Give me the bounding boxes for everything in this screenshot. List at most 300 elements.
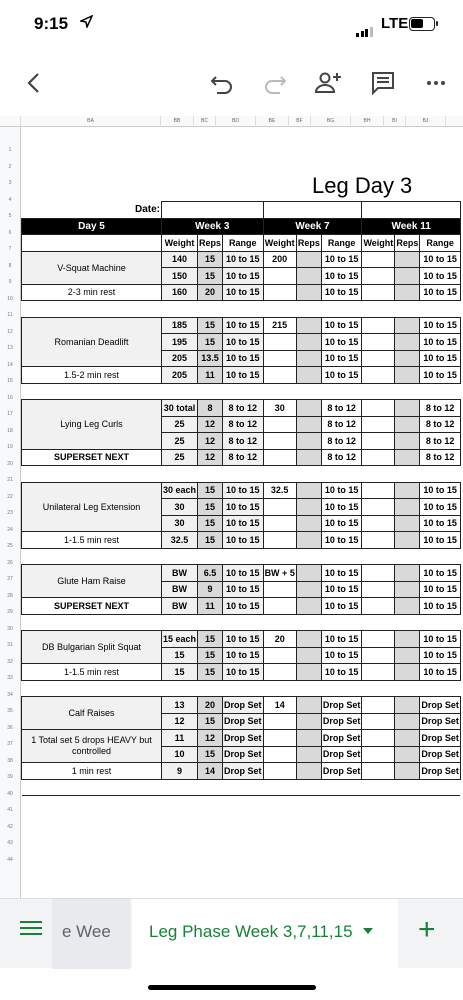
reps-cell[interactable] [395,598,420,615]
range-cell[interactable]: Drop Set [420,746,461,763]
row-header[interactable]: 4 [8,196,12,203]
blank-cell[interactable] [162,301,198,318]
weight-cell[interactable] [362,433,395,450]
reps-cell[interactable]: 12 [198,416,223,433]
blank-cell[interactable] [22,680,162,697]
blank-cell[interactable] [162,548,198,565]
row-header[interactable]: 11 [7,312,13,318]
range-cell[interactable]: 10 to 15 [223,581,264,598]
blank-cell[interactable] [395,383,420,400]
reps-cell[interactable]: 15 [198,482,223,499]
blank-cell[interactable] [22,301,162,318]
blank-cell[interactable] [321,680,362,697]
range-cell[interactable]: 10 to 15 [223,598,264,615]
weight-cell[interactable] [263,268,296,285]
blank-cell[interactable] [223,548,264,565]
row-header[interactable]: 16 [7,394,13,401]
sub-header[interactable]: Reps [198,235,223,252]
reps-cell[interactable] [395,565,420,582]
date-week11[interactable] [362,202,461,219]
weight-cell[interactable]: 11 [162,730,198,747]
blank-cell[interactable] [296,466,321,483]
day-label[interactable]: Day 5 [22,218,162,235]
range-cell[interactable]: 8 to 12 [420,416,461,433]
reps-cell[interactable] [395,746,420,763]
blank-cell[interactable] [296,383,321,400]
row-header[interactable]: 30 [7,625,13,632]
date-week3[interactable] [162,202,264,219]
weight-cell[interactable]: BW [162,565,198,582]
row-header[interactable]: 25 [7,543,13,549]
reps-cell[interactable] [296,631,321,648]
blank-cell[interactable] [223,466,264,483]
range-cell[interactable]: 10 to 15 [321,647,362,664]
weight-cell[interactable]: 150 [162,268,198,285]
weight-cell[interactable] [263,713,296,730]
blank-cell[interactable] [395,779,420,796]
range-cell[interactable]: 8 to 12 [321,433,362,450]
weight-cell[interactable] [362,532,395,549]
blank-cell[interactable] [321,466,362,483]
weight-cell[interactable]: 205 [162,350,198,367]
reps-cell[interactable] [395,334,420,351]
reps-cell[interactable]: 15 [198,532,223,549]
range-cell[interactable]: 10 to 15 [223,515,264,532]
weight-cell[interactable] [362,730,395,747]
weight-cell[interactable] [362,268,395,285]
weight-cell[interactable]: 160 [162,284,198,301]
range-cell[interactable]: 8 to 12 [223,416,264,433]
row-header[interactable]: 32 [7,658,13,665]
reps-cell[interactable] [296,532,321,549]
reps-cell[interactable] [296,284,321,301]
weight-cell[interactable]: 15 each [162,631,198,648]
range-cell[interactable]: 10 to 15 [420,565,461,582]
reps-cell[interactable] [296,730,321,747]
row-header[interactable]: 36 [7,724,13,731]
row-header[interactable]: 15 [7,378,13,384]
range-cell[interactable]: 10 to 15 [420,499,461,516]
reps-cell[interactable] [395,697,420,714]
range-cell[interactable]: 10 to 15 [420,284,461,301]
range-cell[interactable]: 10 to 15 [223,631,264,648]
weight-cell[interactable] [362,317,395,334]
range-cell[interactable]: 10 to 15 [420,598,461,615]
range-cell[interactable]: Drop Set [420,697,461,714]
weight-cell[interactable]: 14 [263,697,296,714]
weight-cell[interactable] [263,581,296,598]
reps-cell[interactable] [395,433,420,450]
row-header[interactable]: 41 [7,807,13,813]
reps-cell[interactable] [395,730,420,747]
blank-cell[interactable] [22,548,162,565]
range-cell[interactable]: Drop Set [321,730,362,747]
add-person-icon[interactable] [313,68,343,98]
range-cell[interactable]: 8 to 12 [223,449,264,466]
sub-header[interactable]: Range [223,235,264,252]
blank-cell[interactable] [263,466,296,483]
row-header[interactable]: 1 [8,147,12,153]
blank-cell[interactable] [420,548,461,565]
blank-cell[interactable] [362,779,395,796]
weight-cell[interactable] [263,730,296,747]
sub-header[interactable]: Weight [263,235,296,252]
blank-cell[interactable] [296,614,321,631]
reps-cell[interactable] [296,515,321,532]
range-cell[interactable]: 10 to 15 [223,565,264,582]
row-header[interactable]: 17 [7,411,13,417]
range-cell[interactable]: 10 to 15 [321,631,362,648]
range-cell[interactable]: 10 to 15 [321,317,362,334]
weight-cell[interactable] [362,631,395,648]
reps-cell[interactable]: 15 [198,334,223,351]
row-header[interactable]: 13 [7,345,13,351]
row-header[interactable]: 18 [7,427,13,434]
blank-cell[interactable] [162,466,198,483]
range-cell[interactable]: 10 to 15 [223,664,264,681]
weight-cell[interactable]: 25 [162,433,198,450]
reps-cell[interactable]: 8 [198,400,223,417]
range-cell[interactable]: Drop Set [321,763,362,780]
reps-cell[interactable] [296,367,321,384]
row-header[interactable]: 34 [7,691,13,698]
row-header[interactable]: 40 [7,790,13,797]
blank-cell[interactable] [22,614,162,631]
date-week7[interactable] [263,202,362,219]
range-cell[interactable]: 10 to 15 [420,532,461,549]
blank-cell[interactable] [263,383,296,400]
weight-cell[interactable] [362,713,395,730]
blank-cell[interactable] [162,779,198,796]
blank-cell[interactable] [362,466,395,483]
reps-cell[interactable] [296,482,321,499]
weight-cell[interactable] [362,515,395,532]
menu-icon[interactable] [20,921,42,939]
tab-active[interactable] [132,899,398,969]
range-cell[interactable]: 10 to 15 [420,350,461,367]
range-cell[interactable]: 10 to 15 [223,647,264,664]
blank-cell[interactable] [420,301,461,318]
range-cell[interactable]: 10 to 15 [420,268,461,285]
weight-cell[interactable]: 15 [162,647,198,664]
tab-previous[interactable]: e Wee [52,899,130,969]
reps-cell[interactable]: 12 [198,730,223,747]
row-header[interactable]: 27 [7,576,13,582]
column-header[interactable]: BB [161,116,194,127]
column-header[interactable]: BC [194,116,216,127]
range-cell[interactable]: 8 to 12 [321,449,362,466]
sub-header[interactable]: Weight [162,235,198,252]
blank-cell[interactable] [395,680,420,697]
reps-cell[interactable] [296,334,321,351]
row-header[interactable]: 24 [7,526,13,533]
column-header[interactable]: BG [311,116,351,127]
reps-cell[interactable]: 12 [198,449,223,466]
blank-cell[interactable] [395,466,420,483]
blank-cell[interactable] [22,383,162,400]
blank-cell[interactable] [263,680,296,697]
weight-cell[interactable] [362,565,395,582]
blank-cell[interactable] [362,383,395,400]
range-cell[interactable]: 10 to 15 [420,515,461,532]
weight-cell[interactable] [362,746,395,763]
range-cell[interactable]: 8 to 12 [420,449,461,466]
blank-cell[interactable] [198,466,223,483]
reps-cell[interactable]: 15 [198,515,223,532]
weight-cell[interactable] [263,746,296,763]
weight-cell[interactable] [263,532,296,549]
reps-cell[interactable]: 15 [198,713,223,730]
weight-cell[interactable]: 13 [162,697,198,714]
reps-cell[interactable] [296,713,321,730]
blank-cell[interactable] [162,614,198,631]
reps-cell[interactable] [395,284,420,301]
weight-cell[interactable] [263,284,296,301]
weight-cell[interactable]: 195 [162,334,198,351]
row-header[interactable]: 6 [8,229,12,236]
row-header[interactable]: 9 [8,279,12,285]
range-cell[interactable]: 10 to 15 [223,532,264,549]
reps-cell[interactable]: 15 [198,631,223,648]
week-header[interactable]: Week 3 [162,218,264,235]
weight-cell[interactable] [362,350,395,367]
sub-header[interactable]: Reps [296,235,321,252]
blank-cell[interactable] [162,680,198,697]
column-header[interactable]: BF [289,116,311,127]
weight-cell[interactable] [362,416,395,433]
weight-cell[interactable] [362,367,395,384]
blank-cell[interactable] [263,548,296,565]
reps-cell[interactable]: 20 [198,284,223,301]
weight-cell[interactable] [263,334,296,351]
weight-cell[interactable] [263,416,296,433]
blank-cell[interactable] [321,548,362,565]
blank-cell[interactable] [420,680,461,697]
weight-cell[interactable] [263,664,296,681]
reps-cell[interactable] [296,433,321,450]
reps-cell[interactable] [296,400,321,417]
exercise-name[interactable]: Glute Ham Raise [22,565,162,598]
range-cell[interactable]: Drop Set [321,746,362,763]
range-cell[interactable]: Drop Set [223,746,264,763]
weight-cell[interactable] [362,400,395,417]
weight-cell[interactable]: BW [162,598,198,615]
weight-cell[interactable]: 12 [162,713,198,730]
reps-cell[interactable] [395,713,420,730]
exercise-name[interactable]: V-Squat Machine [22,251,162,284]
column-header[interactable]: BD [216,116,256,127]
reps-cell[interactable]: 13.5 [198,350,223,367]
reps-cell[interactable] [296,499,321,516]
range-cell[interactable]: 10 to 15 [420,334,461,351]
weight-cell[interactable]: 200 [263,251,296,268]
blank-cell[interactable] [22,235,162,252]
weight-cell[interactable] [263,449,296,466]
blank-cell[interactable] [198,301,223,318]
row-header[interactable]: 44 [7,856,13,863]
weight-cell[interactable]: 32.5 [263,482,296,499]
spreadsheet-grid[interactable] [0,116,463,898]
weight-cell[interactable]: 30 each [162,482,198,499]
weight-cell[interactable]: 15 [162,664,198,681]
weight-cell[interactable]: 30 [162,499,198,516]
sub-header[interactable]: Weight [362,235,395,252]
rest-label[interactable]: 1-1.5 min rest [22,664,162,681]
undo-icon[interactable] [207,68,237,98]
blank-cell[interactable] [22,779,162,796]
sub-header[interactable]: Range [321,235,362,252]
exercise-name[interactable]: DB Bulgarian Split Squat [22,631,162,664]
reps-cell[interactable] [395,268,420,285]
reps-cell[interactable] [395,763,420,780]
blank-cell[interactable] [263,301,296,318]
blank-cell[interactable] [223,680,264,697]
blank-cell[interactable] [321,301,362,318]
blank-cell[interactable] [296,548,321,565]
range-cell[interactable]: 10 to 15 [420,367,461,384]
reps-cell[interactable] [395,581,420,598]
range-cell[interactable]: Drop Set [420,730,461,747]
row-header[interactable]: 19 [7,444,13,450]
blank-cell[interactable] [420,466,461,483]
range-cell[interactable]: 10 to 15 [420,631,461,648]
range-cell[interactable]: 10 to 15 [321,350,362,367]
blank-cell[interactable] [198,383,223,400]
sub-header[interactable]: Reps [395,235,420,252]
week-header[interactable]: Week 7 [263,218,362,235]
row-header[interactable]: 38 [7,757,13,764]
exercise-name[interactable]: Lying Leg Curls [22,400,162,450]
weight-cell[interactable] [263,763,296,780]
range-cell[interactable]: Drop Set [223,730,264,747]
reps-cell[interactable]: 11 [198,598,223,615]
range-cell[interactable]: 10 to 15 [321,664,362,681]
range-cell[interactable]: 8 to 12 [420,400,461,417]
row-header[interactable]: 7 [8,246,12,252]
weight-cell[interactable]: 32.5 [162,532,198,549]
blank-cell[interactable] [223,383,264,400]
blank-cell[interactable] [198,548,223,565]
range-cell[interactable]: 10 to 15 [321,268,362,285]
reps-cell[interactable] [296,697,321,714]
range-cell[interactable]: 10 to 15 [420,581,461,598]
reps-cell[interactable] [296,317,321,334]
range-cell[interactable]: 10 to 15 [223,317,264,334]
weight-cell[interactable] [263,598,296,615]
reps-cell[interactable] [395,449,420,466]
weight-cell[interactable] [362,763,395,780]
back-icon[interactable] [20,68,50,98]
row-header[interactable]: 10 [7,295,13,302]
weight-cell[interactable]: 205 [162,367,198,384]
row-header[interactable]: 43 [7,840,13,846]
blank-cell[interactable] [296,301,321,318]
range-cell[interactable]: 10 to 15 [321,532,362,549]
range-cell[interactable]: 10 to 15 [223,268,264,285]
reps-cell[interactable] [395,251,420,268]
blank-cell[interactable] [395,548,420,565]
reps-cell[interactable] [395,631,420,648]
range-cell[interactable]: 8 to 12 [321,416,362,433]
reps-cell[interactable] [296,746,321,763]
blank-cell[interactable] [395,614,420,631]
reps-cell[interactable] [395,416,420,433]
row-header[interactable]: 29 [7,609,13,615]
range-cell[interactable]: 10 to 15 [223,284,264,301]
column-header[interactable]: BI [384,116,406,127]
row-header[interactable]: 21 [7,477,13,483]
superset-label[interactable]: SUPERSET NEXT [22,449,162,466]
range-cell[interactable]: 10 to 15 [420,647,461,664]
blank-cell[interactable] [198,779,223,796]
weight-cell[interactable] [362,664,395,681]
range-cell[interactable]: 8 to 12 [321,400,362,417]
rest-label[interactable]: 1-1.5 min rest [22,532,162,549]
weight-cell[interactable]: 30 [162,515,198,532]
range-cell[interactable]: Drop Set [420,713,461,730]
superset-label[interactable]: SUPERSET NEXT [22,598,162,615]
range-cell[interactable]: 10 to 15 [321,284,362,301]
range-cell[interactable]: 8 to 12 [223,400,264,417]
blank-cell[interactable] [420,779,461,796]
reps-cell[interactable]: 15 [198,746,223,763]
range-cell[interactable]: 10 to 15 [321,367,362,384]
reps-cell[interactable] [395,499,420,516]
weight-cell[interactable]: 140 [162,251,198,268]
exercise-name[interactable]: Romanian Deadlift [22,317,162,367]
range-cell[interactable]: Drop Set [223,763,264,780]
range-cell[interactable]: 10 to 15 [223,482,264,499]
reps-cell[interactable]: 15 [198,251,223,268]
row-header[interactable]: 23 [7,510,13,516]
weight-cell[interactable]: 25 [162,416,198,433]
reps-cell[interactable]: 6.5 [198,565,223,582]
range-cell[interactable]: 10 to 15 [321,499,362,516]
blank-cell[interactable] [263,779,296,796]
reps-cell[interactable]: 20 [198,697,223,714]
weight-cell[interactable] [362,647,395,664]
reps-cell[interactable]: 11 [198,367,223,384]
weight-cell[interactable] [362,251,395,268]
range-cell[interactable]: 10 to 15 [223,367,264,384]
more-icon[interactable] [422,68,452,98]
blank-cell[interactable] [223,301,264,318]
weight-cell[interactable] [263,350,296,367]
weight-cell[interactable]: 215 [263,317,296,334]
row-header[interactable]: 33 [7,675,13,681]
reps-cell[interactable] [395,400,420,417]
column-header[interactable]: BE [256,116,289,127]
range-cell[interactable]: 10 to 15 [321,251,362,268]
blank-cell[interactable] [362,680,395,697]
weight-cell[interactable] [362,598,395,615]
blank-cell[interactable] [321,383,362,400]
reps-cell[interactable] [296,647,321,664]
range-cell[interactable]: 10 to 15 [223,499,264,516]
redo-icon[interactable] [260,68,290,98]
range-cell[interactable]: 10 to 15 [321,581,362,598]
weight-cell[interactable] [263,499,296,516]
blank-cell[interactable] [223,779,264,796]
blank-cell[interactable] [420,383,461,400]
reps-cell[interactable] [395,317,420,334]
blank-cell[interactable] [362,614,395,631]
range-cell[interactable]: Drop Set [321,713,362,730]
weight-cell[interactable]: 30 total [162,400,198,417]
blank-cell[interactable] [362,301,395,318]
reps-cell[interactable] [296,449,321,466]
blank-cell[interactable] [321,614,362,631]
